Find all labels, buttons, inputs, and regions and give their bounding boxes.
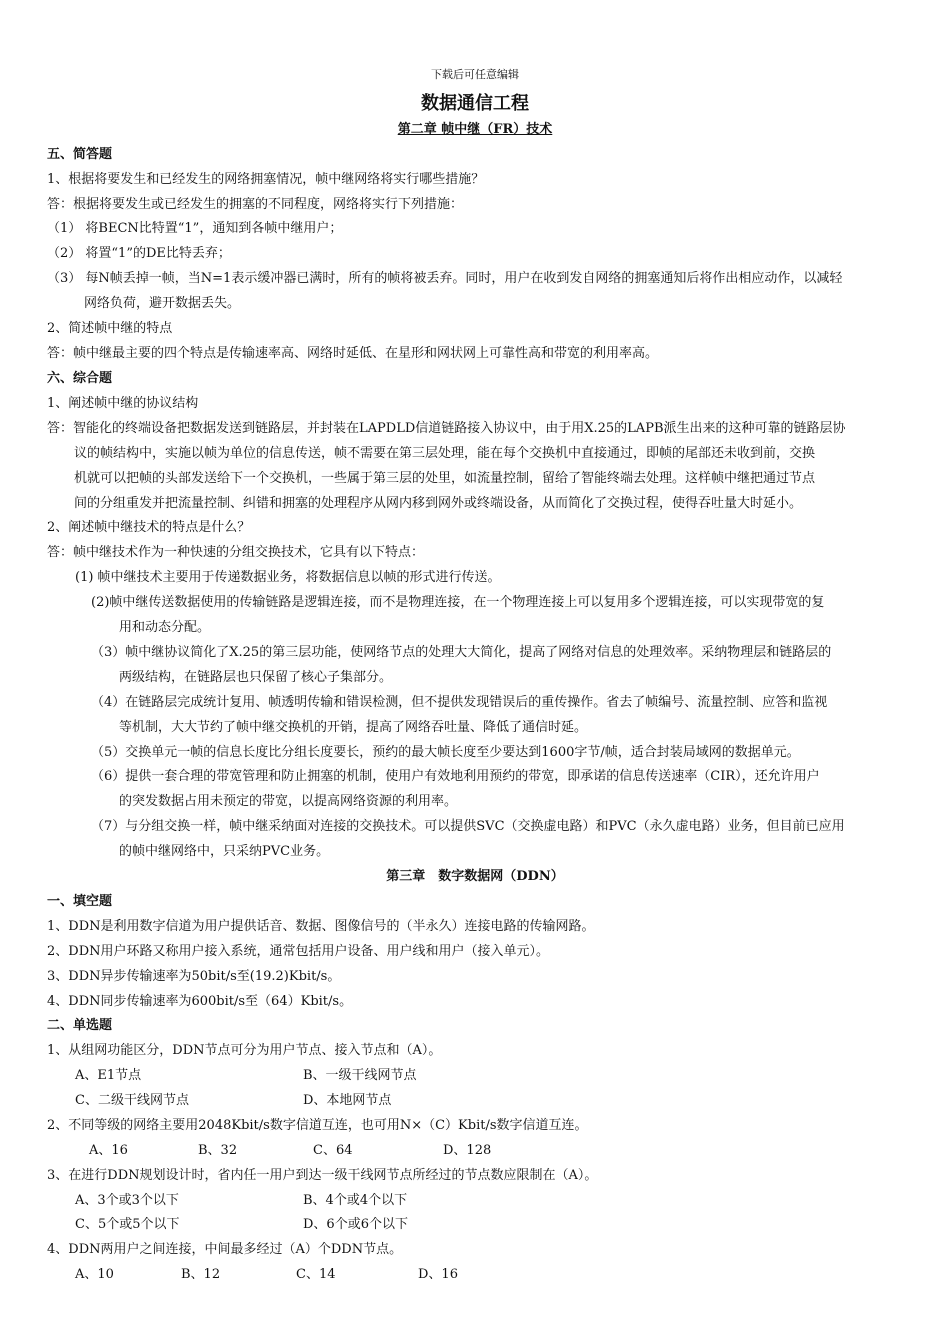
section-heading: 六、综合题 (47, 371, 113, 386)
answer-item: (2)帧中继传送数据使用的传输链路是逻辑连接，而不是物理连接，在一个物理连接上可以复用多个逻辑连接，可以实现带宽的复 (91, 595, 825, 610)
answer-item: （3）帧中继协议简化了X.25的第三层功能，使网络节点的处理大大简化，提高了网络对信息的处理效率。采纳物理层和链路层的 (91, 645, 832, 660)
option-c: C、二级干线网节点 (75, 1093, 189, 1108)
answer-item: （7）与分组交换一样，帧中继采纳面对连接的交换技术。可以提供SVC（交换虚电路）和PVC（永久虚电路）业务，但目前已应用 (91, 819, 845, 834)
option-d: D、128 (443, 1143, 492, 1158)
option-b: B、一级干线网节点 (303, 1068, 417, 1083)
question: 2、简述帧中继的特点 (47, 321, 173, 336)
option-a: A、10 (75, 1267, 114, 1282)
answer: 答：根据将要发生或已经发生的拥塞的不同程度，网络将实行下列措施： (47, 197, 464, 212)
answer-item-cont: 两级结构，在链路层也只保留了核心子集部分。 (119, 670, 393, 685)
fill-question: 3、DDN异步传输速率为50bit/s至(19.2)Kbit/s。 (47, 969, 341, 984)
option-c: C、14 (296, 1267, 336, 1282)
option-a: A、3个或3个以下 (75, 1193, 179, 1208)
section-heading: 五、简答题 (47, 147, 113, 162)
answer-item: （6）提供一套合理的带宽管理和防止拥塞的机制，使用户有效地利用预约的带宽，即承诺的信息传送速率（CIR），还允许用户 (91, 769, 820, 784)
answer-item-cont: 网络负荷，避开数据丢失。 (84, 296, 241, 311)
question: 2、阐述帧中继技术的特点是什么？ (47, 520, 251, 535)
answer-item-cont: 的帧中继网络中，只采纳PVC业务。 (119, 844, 330, 859)
section-heading: 二、单选题 (47, 1018, 113, 1033)
option-d: D、本地网节点 (303, 1093, 392, 1108)
choice-question: 2、不同等级的网络主要用2048Kbit/s数字信道互连，也可用N×（C）Kbit/s数字信道互连。 (47, 1118, 588, 1133)
choice-question: 3、在进行DDN规划设计时，省内任一用户到达一级干线网节点所经过的节点数应限制在（A）。 (47, 1168, 598, 1183)
option-b: B、4个或4个以下 (303, 1193, 408, 1208)
answer-cont: 机就可以把帧的头部发送给下一个交换机，一些属于第三层的处里，如流量控制，留给了智能终端去处理。这样帧中继把通过节点 (74, 471, 816, 486)
chapter-3-heading: 第三章 数字数据网（DDN） (386, 869, 564, 884)
fill-question: 2、DDN用户环路又称用户接入系统，通常包括用户设备、用户线和用户（接入单元）。 (47, 944, 549, 959)
fill-question: 4、DDN同步传输速率为600bit/s至（64）Kbit/s。 (47, 994, 353, 1009)
option-d: D、6个或6个以下 (303, 1217, 408, 1232)
fill-question: 1、DDN是利用数字信道为用户提供话音、数据、图像信号的（半永久）连接电路的传输网路。 (47, 919, 595, 934)
answer-item: （2） 将置“1”的DE比特丢弃； (47, 246, 231, 261)
answer-item: （1） 将BECN比特置“1”，通知到各帧中继用户； (47, 221, 343, 236)
option-c: C、5个或5个以下 (75, 1217, 180, 1232)
answer-item: （5）交换单元一帧的信息长度比分组长度要长，预约的最大帧长度至少要达到1600字节/帧，适合封装局域网的数据单元。 (91, 745, 800, 760)
page-title: 数据通信工程 (421, 93, 529, 114)
answer-item-cont: 用和动态分配。 (119, 620, 211, 635)
answer-item-cont: 等机制，大大节约了帧中继交换机的开销，提高了网络吞吐量、降低了通信时延。 (119, 720, 588, 735)
option-a: A、16 (89, 1143, 128, 1158)
answer-item: （4）在链路层完成统计复用、帧透明传输和错误检测，但不提供发现错误后的重传操作。省去了帧编号、流量控制、应答和监视 (91, 695, 828, 710)
answer: 答：帧中继技术作为一种快速的分组交换技术，它具有以下特点： (47, 545, 425, 560)
answer: 答：智能化的终端设备把数据发送到链路层，并封装在LAPDLD信道链路接入协议中，由于用X.25的LAPB派生出来的这种可靠的链路层协 (47, 421, 846, 436)
choice-question: 4、DDN两用户之间连接，中间最多经过（A）个DDN节点。 (47, 1242, 403, 1257)
chapter-2-heading: 第二章 帧中继（FR）技术 (397, 122, 553, 137)
answer: 答：帧中继最主要的四个特点是传输速率高、网络时延低、在星形和网状网上可靠性高和带宽的利用率高。 (47, 346, 659, 361)
option-b: B、32 (198, 1143, 238, 1158)
choice-question: 1、从组网功能区分，DDN节点可分为用户节点、接入节点和（A）。 (47, 1043, 442, 1058)
answer-item-cont: 的突发数据占用未预定的带宽，以提高网络资源的利用率。 (119, 794, 458, 809)
question: 1、阐述帧中继的协议结构 (47, 396, 199, 411)
answer-item: （3） 每N帧丢掉一帧，当N=1表示缓冲器已满时，所有的帧将被丢弃。同时，用户在收到发自网络的拥塞通知后将作出相应动作，以减轻 (47, 271, 843, 286)
header-note: 下载后可任意编辑 (431, 68, 519, 81)
answer-cont: 间的分组重发并把流量控制、纠错和拥塞的处理程序从网内移到网外或终端设备，从而简化了交换过程，使得吞吐量大时延小。 (74, 496, 803, 511)
option-d: D、16 (418, 1267, 458, 1282)
option-b: B、12 (181, 1267, 221, 1282)
answer-item: (1) 帧中继技术主要用于传递数据业务，将数据信息以帧的形式进行传送。 (75, 570, 501, 585)
answer-cont: 议的帧结构中，实施以帧为单位的信息传送，帧不需要在第三层处理，能在每个交换机中直接通过，即帧的尾部还未收到前，交换 (74, 446, 816, 461)
section-heading: 一、填空题 (47, 894, 113, 909)
option-c: C、64 (313, 1143, 353, 1158)
option-a: A、E1节点 (75, 1068, 142, 1083)
question: 1、根据将要发生和已经发生的网络拥塞情况，帧中继网络将实行哪些措施？ (47, 172, 485, 187)
